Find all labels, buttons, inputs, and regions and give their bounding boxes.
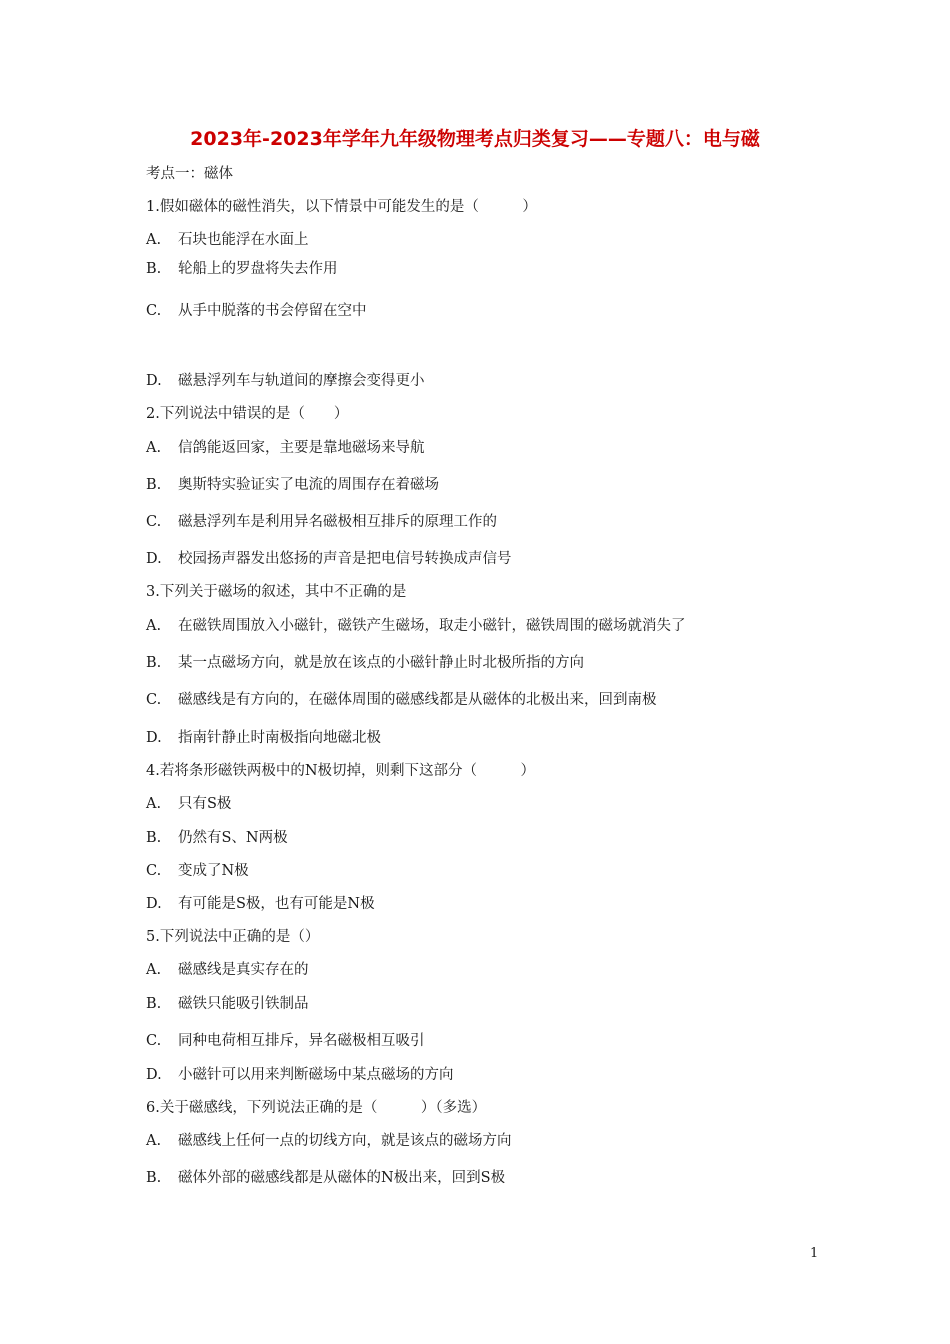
option-label: C. [146, 692, 162, 708]
option-text: 磁感线是真实存在的 [178, 962, 309, 978]
option-text: 有可能是S极，也有可能是N极 [178, 896, 375, 912]
option-label: D. [146, 896, 162, 912]
question-6-stem: 6.关于磁感线，下列说法正确的是（ ）（多选） [146, 1100, 487, 1116]
question-5-stem: 5.下列说法中正确的是（） [146, 929, 320, 945]
option-text: 变成了N极 [178, 863, 249, 879]
option-label: B. [146, 996, 162, 1012]
option-text: 磁感线上任何一点的切线方向，就是该点的磁场方向 [178, 1133, 512, 1149]
option-label: B. [146, 261, 162, 277]
question-4-stem: 4.若将条形磁铁两极中的N极切掉，则剩下这部分（ ） [146, 763, 536, 779]
option-text: 磁体外部的磁感线都是从磁体的N极出来，回到S极 [178, 1170, 506, 1186]
question-3-option-d [146, 728, 381, 748]
question-3-stem: 3.下列关于磁场的叙述，其中不正确的是 [146, 584, 407, 600]
question-4-option-b [146, 828, 288, 848]
option-label: A. [146, 796, 162, 812]
question-3-option-a [146, 616, 686, 636]
option-text: 指南针静止时南极指向地磁北极 [178, 730, 381, 746]
option-text: 只有S极 [178, 796, 232, 812]
question-3-option-b [146, 653, 584, 673]
section-heading: 考点一：磁体 [146, 166, 233, 182]
option-text: 信鸽能返回家，主要是靠地磁场来导航 [178, 440, 425, 456]
option-label: D. [146, 551, 162, 567]
option-text: 校园扬声器发出悠扬的声音是把电信号转换成声信号 [178, 551, 512, 567]
option-text: 磁悬浮列车与轨道间的摩擦会变得更小 [178, 373, 425, 389]
question-1-option-a [146, 230, 309, 250]
question-6-option-b [146, 1168, 505, 1188]
question-5-option-d [146, 1065, 454, 1085]
question-1-option-d [146, 371, 425, 391]
option-label: C. [146, 863, 162, 879]
option-text: 从手中脱落的书会停留在空中 [178, 303, 367, 319]
option-label: D. [146, 373, 162, 389]
question-1-option-c [146, 301, 367, 321]
option-label: C. [146, 303, 162, 319]
option-text: 磁感线是有方向的，在磁体周围的磁感线都是从磁体的北极出来，回到南极 [178, 692, 657, 708]
option-text: 轮船上的罗盘将失去作用 [178, 261, 338, 277]
option-label: B. [146, 655, 162, 671]
option-text: 石块也能浮在水面上 [178, 232, 309, 248]
question-6-option-a [146, 1131, 512, 1151]
option-label: A. [146, 232, 162, 248]
option-text: 奥斯特实验证实了电流的周围存在着磁场 [178, 477, 439, 493]
question-2-stem: 2.下列说法中错误的是（ ） [146, 406, 349, 422]
page-number: 1 [810, 1246, 819, 1261]
option-label: D. [146, 1067, 162, 1083]
question-5-option-b [146, 994, 309, 1014]
option-label: C. [146, 514, 162, 530]
option-text: 磁铁只能吸引铁制品 [178, 996, 309, 1012]
question-4-option-d [146, 894, 375, 914]
question-1-option-b [146, 259, 338, 279]
option-text: 小磁针可以用来判断磁场中某点磁场的方向 [178, 1067, 454, 1083]
question-2-option-c [146, 512, 497, 532]
option-label: A. [146, 618, 162, 634]
option-text: 在磁铁周围放入小磁针，磁铁产生磁场，取走小磁针，磁铁周围的磁场就消失了 [178, 618, 686, 634]
option-label: C. [146, 1033, 162, 1049]
option-text: 某一点磁场方向，就是放在该点的小磁针静止时北极所指的方向 [178, 655, 584, 671]
question-2-option-d [146, 549, 512, 569]
question-5-option-a [146, 960, 309, 980]
option-label: D. [146, 730, 162, 746]
option-label: A. [146, 962, 162, 978]
question-5-option-c [146, 1031, 425, 1051]
option-text: 同种电荷相互排斥，异名磁极相互吸引 [178, 1033, 425, 1049]
option-label: B. [146, 477, 162, 493]
question-2-option-b [146, 475, 439, 495]
question-4-option-c [146, 861, 249, 881]
option-label: B. [146, 1170, 162, 1186]
option-text: 仍然有S、N两极 [178, 830, 288, 846]
option-label: B. [146, 830, 162, 846]
question-1-stem: 1.假如磁体的磁性消失，以下情景中可能发生的是（ ） [146, 199, 537, 215]
question-3-option-c [146, 690, 657, 710]
question-2-option-a [146, 438, 425, 458]
option-text: 磁悬浮列车是利用异名磁极相互排斥的原理工作的 [178, 514, 497, 530]
option-label: A. [146, 440, 162, 456]
document-title: 2023年-2023年学年九年级物理考点归类复习——专题八：电与磁 [190, 128, 760, 150]
option-label: A. [146, 1133, 162, 1149]
question-4-option-a [146, 794, 231, 814]
